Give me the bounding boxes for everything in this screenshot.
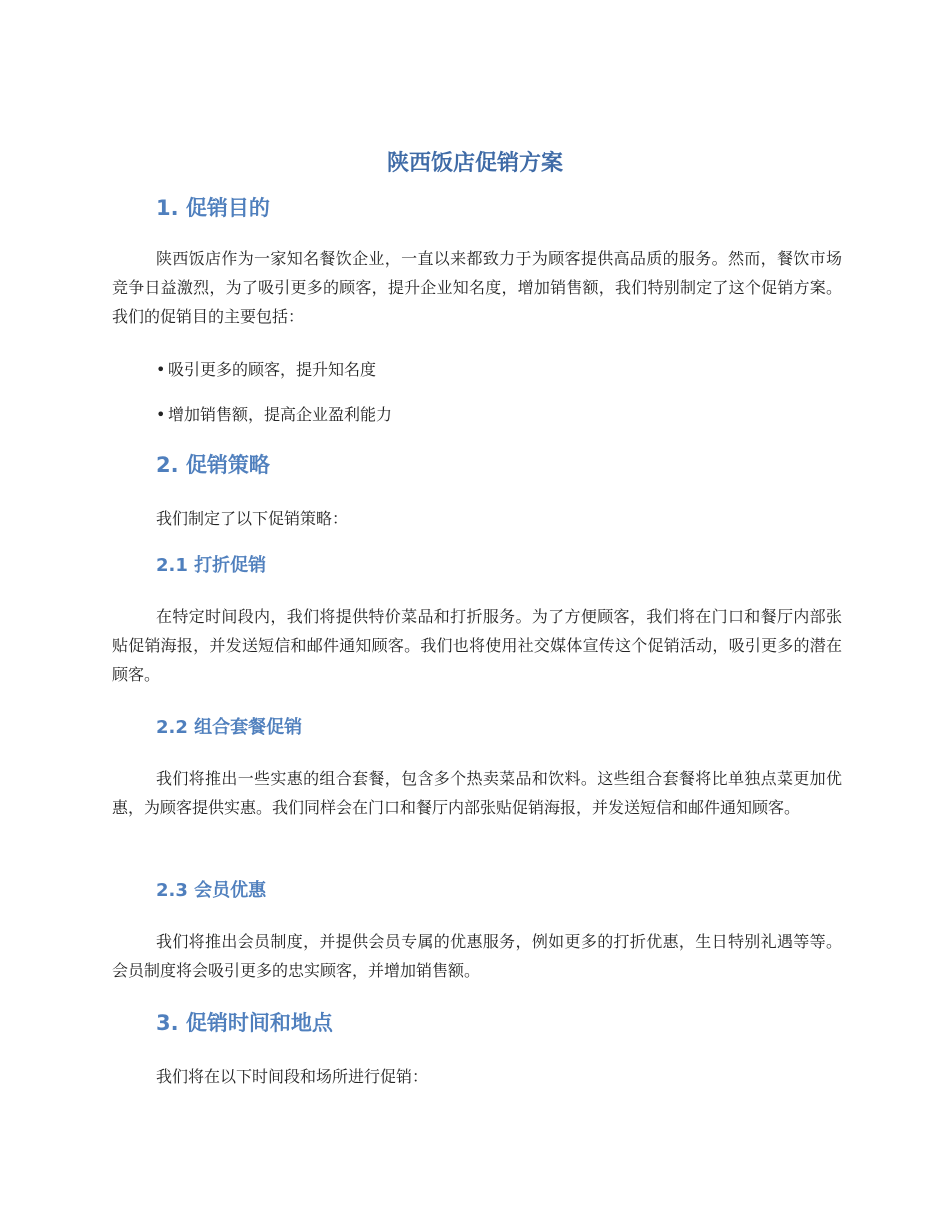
bullet-dot-icon: •	[156, 405, 166, 424]
bullet-item-text: 吸引更多的顾客，提升知名度	[168, 360, 377, 379]
section-heading-strategy: 2. 促销策略	[156, 453, 270, 477]
subsection-paragraph-membership: 我们将推出会员制度，并提供会员专属的优惠服务，例如更多的打折优惠，生日特别礼遇等等。会员制度将会吸引更多的忠实顾客，并增加销售额。	[112, 932, 842, 980]
section-paragraph-time-place: 我们将在以下时间段和场所进行促销：	[156, 1067, 429, 1086]
subsection-heading-discount: 2.1 打折促销	[156, 555, 267, 576]
section-heading-time-place: 3. 促销时间和地点	[156, 1011, 333, 1035]
section-heading-purpose: 1. 促销目的	[156, 196, 270, 220]
subsection-paragraph-combo: 我们将推出一些实惠的组合套餐，包含多个热卖菜品和饮料。这些组合套餐将比单独点菜更加优惠，为顾客提供实惠。我们同样会在门口和餐厅内部张贴促销海报，并发送短信和邮件通知顾客。	[112, 769, 842, 817]
section-paragraph-purpose: 陕西饭店作为一家知名餐饮企业，一直以来都致力于为顾客提供高品质的服务。然而，餐饮市场竞争日益激烈，为了吸引更多的顾客，提升企业知名度，增加销售额，我们特别制定了这个促销方案。我们的促销目的主要包括：	[112, 249, 842, 326]
bullet-item	[156, 357, 376, 383]
bullet-item-text: 增加销售额，提高企业盈利能力	[168, 405, 393, 424]
bullet-dot-icon: •	[156, 360, 166, 379]
subsection-heading-combo: 2.2 组合套餐促销	[156, 717, 303, 738]
document-title: 陕西饭店促销方案	[386, 151, 563, 176]
bullet-item	[156, 402, 392, 428]
subsection-paragraph-discount: 在特定时间段内，我们将提供特价菜品和打折服务。为了方便顾客，我们将在门口和餐厅内部张贴促销海报，并发送短信和邮件通知顾客。我们也将使用社交媒体宣传这个促销活动，吸引更多的潜在顾客。	[112, 607, 842, 684]
section-paragraph-strategy: 我们制定了以下促销策略：	[156, 509, 349, 528]
subsection-heading-membership: 2.3 会员优惠	[156, 880, 267, 901]
